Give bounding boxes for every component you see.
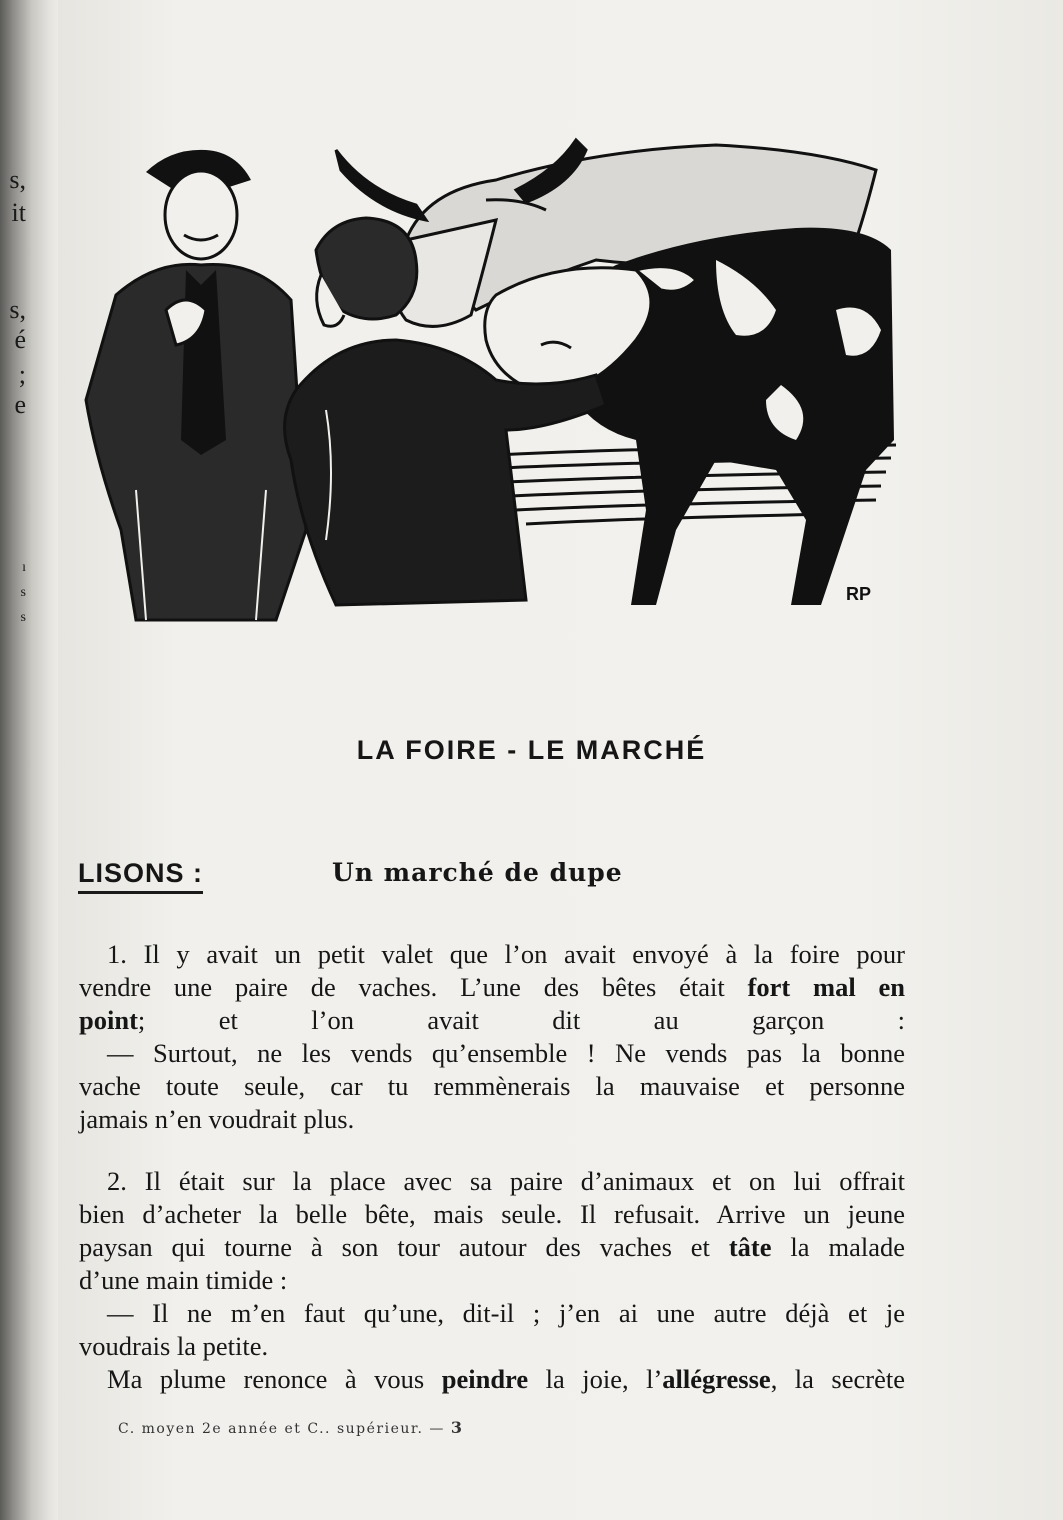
man-in-hat: [86, 150, 306, 620]
text-line: [79, 1103, 905, 1136]
text-segment: , la secrète: [770, 1364, 905, 1394]
margin-fragment: it: [11, 198, 26, 227]
text-segment: — Surtout, ne les vends qu’ensemble ! Ne vends pas la bonne: [107, 1038, 905, 1068]
text-segment: voudrais la petite.: [79, 1331, 269, 1361]
margin-fragment: ;: [18, 360, 26, 389]
text-segment: paysan qui tourne à son tour autour des vaches et: [79, 1232, 729, 1262]
text-line: [79, 1264, 905, 1297]
text-line: [79, 1037, 905, 1070]
text-segment: la malade: [771, 1232, 905, 1262]
bold-term: point: [79, 1005, 138, 1035]
text-segment: Ma plume renonce à vous: [107, 1364, 442, 1394]
text-line: [79, 1231, 905, 1264]
text-line: [79, 1070, 905, 1103]
text-segment: jamais n’en voudrait plus.: [79, 1104, 355, 1134]
section-subtitle: Un marché de dupe: [332, 858, 623, 887]
page-footer: [118, 1418, 464, 1437]
text-line: [79, 1297, 905, 1330]
page-title: LA FOIRE - LE MARCHÉ: [356, 735, 707, 765]
text-line: [79, 1165, 905, 1198]
cattle-market-illustration-icon: [76, 110, 906, 630]
margin-fragment: s: [20, 585, 26, 600]
page-number: 3: [450, 1418, 464, 1437]
text-segment: d’une main timide :: [79, 1265, 288, 1295]
text-line: [79, 938, 905, 971]
text-line: [79, 1363, 905, 1396]
bold-term: peindre: [441, 1364, 529, 1394]
margin-fragment: s,: [9, 165, 26, 194]
margin-fragment: s: [20, 610, 26, 625]
bold-term: tâte: [728, 1232, 772, 1262]
text-segment: 1. Il y avait un petit valet que l’on avait envoyé à la foire pour: [107, 939, 905, 969]
paragraph: [79, 938, 905, 1136]
text-line: [79, 1004, 905, 1037]
reading-text: [79, 938, 905, 1396]
text-line: [79, 1330, 905, 1363]
text-segment: 2. Il était sur la place avec sa paire d’animaux et on lui offrait: [107, 1166, 905, 1196]
text-segment: bien d’acheter la belle bête, mais seule. Il refusait. Arrive un jeune: [79, 1199, 905, 1229]
footer-text: C. moyen 2e année et C.. supérieur. —: [118, 1421, 445, 1437]
text-segment: vache toute seule, car tu remmènerais la mauvaise et personne: [79, 1071, 905, 1101]
bold-term: fort mal en: [747, 972, 905, 1002]
text-line: [79, 1198, 905, 1231]
section-label: LISONS :: [78, 858, 203, 894]
margin-fragment: e: [14, 390, 26, 419]
paragraph: [79, 1165, 905, 1396]
text-segment: vendre une paire de vaches. L’une des bêtes était: [79, 972, 748, 1002]
artist-signature: RP: [846, 584, 872, 604]
text-segment: — Il ne m’en faut qu’une, dit-il ; j’en ai une autre déjà et je: [107, 1298, 905, 1328]
text-segment: ; et l’on avait dit au garçon :: [137, 1005, 905, 1035]
margin-fragment: é: [14, 325, 26, 354]
text-line: [79, 971, 905, 1004]
text-segment: la joie, l’: [528, 1364, 663, 1394]
margin-fragment: ı: [22, 560, 26, 575]
bold-term: allégresse: [662, 1364, 771, 1394]
margin-fragment: s,: [9, 295, 26, 324]
